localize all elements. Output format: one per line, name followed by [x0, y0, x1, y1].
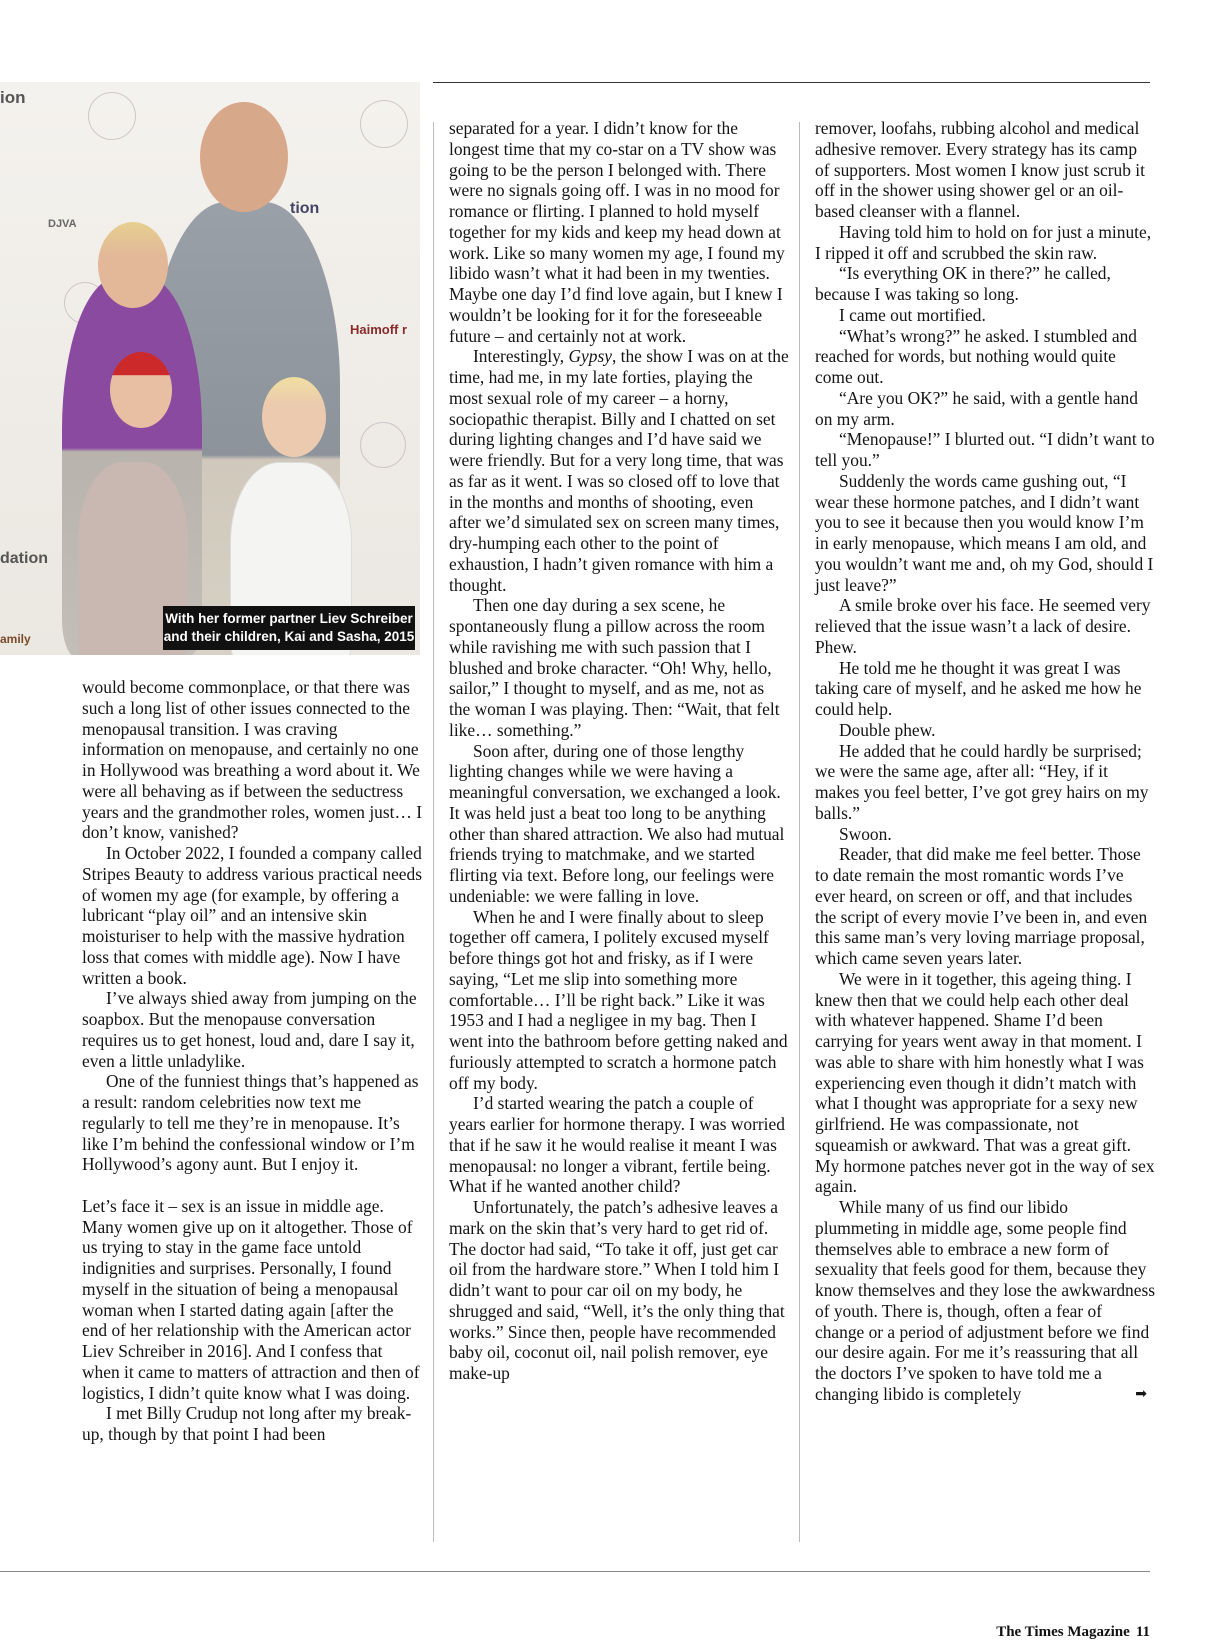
backdrop-text-1: ion [0, 88, 26, 107]
paragraph: While many of us find our libido plummeting in middle age, some people find themselves able to embrace a new form of sexuality that feels good for them, because they know themselves and they lose the awkwardness of youth. There is, though, often a fear of change or a period of adjustment before we find our desire again. For me it’s reassuring that all the doctors I’ve spoken to have told me a changing libido is completely ➡ [815, 1197, 1156, 1404]
paragraph: In October 2022, I founded a company called Stripes Beauty to address various practical needs of women my age (for example, by offering a lubricant “play oil” and an intensive skin moisturiser to help with the massive hydration loss that comes with middle age). Now I have written a book. [82, 843, 422, 988]
backdrop-text-4: Haimoff r [350, 322, 408, 337]
paragraph: I’ve always shied away from jumping on the soapbox. But the menopause conversation requires us to get honest, loud and, dare I say it, even a little unladylike. [82, 988, 417, 1071]
paragraph: I’d started wearing the patch a couple of years earlier for hormone therapy. I was worried that if he saw it he would realise it meant I was menopausal: no longer a vibrant, fertile being. What if he wanted another child? [449, 1093, 785, 1197]
paragraph: remover, loofahs, rubbing alcohol and medical adhesive remover. Every strategy has its camp of supporters. Most women I know just scrub it off in the shower using shower gel or an oil-based cleanser with a flannel. [815, 118, 1145, 221]
paragraph: When he and I were finally about to sleep together off camera, I politely excused myself before things got hot and frisky, as if I were saying, “Let me slip into something more comfortable… I’ll be right back.” Like it was 1953 and I had a negligee in my bag. Then I went into the bathroom before getting naked and furiously attempted to scratch a hormone patch off my body. [449, 906, 788, 1093]
backdrop-logo-icon [88, 92, 136, 140]
boy-head-left [110, 352, 172, 428]
backdrop-text-2: dation [0, 550, 48, 567]
paragraph: Reader, that did make me feel better. Those to date remain the most romantic words I’ve ever heard, on screen or off, and that includes the script of every movie I’ve been in, and even this same man’s very loving marriage proposal, which came seven years later. [815, 844, 1148, 968]
paragraph: “What’s wrong?” he asked. I stumbled and reached for words, but nothing would quite come out. [815, 325, 1137, 387]
continue-arrow-icon: ➡ [1135, 1385, 1147, 1402]
paragraph: Having told him to hold on for just a minute, I ripped it off and scrubbed the skin raw. [815, 221, 1152, 263]
paragraph: Interestingly, Gypsy, the show I was on at the time, had me, in my late forties, playing the most sexual role of my career – a horny, sociopathic therapist. Billy and I chatted on set during lighting changes and I’d have said we were friendly. But for a very long time, that was as far as it went. I was so closed off to love that in the months and months of shooting, even after we’d simulated sex on screen many times, dry-humping each other to the point of exhaustion, I hadn’t given romance with him a thought. [449, 346, 789, 595]
paragraph: Double phew. [839, 719, 936, 740]
paragraph: Unfortunately, the patch’s adhesive leaves a mark on the skin that’s very hard to get rid of. The doctor had said, “To take it off, just get car oil from the hardware store.” When I told him I didn’t want to pour car oil on my body, he shrugged and said, “Well, it’s the only thing that works.” Since then, people have recommended baby oil, coconut oil, nail polish remover, eye make-up [449, 1197, 785, 1383]
boy-head-right [262, 377, 326, 457]
article-photo [0, 82, 420, 655]
publication-name: The Times Magazine [996, 1624, 1130, 1640]
backdrop-logo-icon [360, 422, 406, 468]
paragraph: would become commonplace, or that there was such a long list of other issues connected to the menopausal transition. I was craving information on menopause, and certainly no one in Hollywood was breathing a word about it. We were all behaving as if between the seductress years and the grandmother roles, women just… I don’t know, vanished? [82, 677, 422, 843]
paragraph: Suddenly the words came gushing out, “I wear these hormone patches, and I didn’t want you to see it because then you would know I’m in early menopause, which means I am old, and you wouldn’t want me and, oh my God, should I just leave?” [815, 470, 1154, 595]
paragraph: A smile broke over his face. He seemed very relieved that the issue wasn’t a lack of desire. Phew. [815, 595, 1151, 657]
backdrop-text-6: DJVA [48, 218, 77, 230]
article-column-3 [815, 118, 1155, 1405]
paragraph: separated for a year. I didn’t know for the longest time that my co-star on a TV show was going to be the person I belonged with. There were no signals going off. I was in no mood for romance or flirting. I planned to hold myself together for my kids and keep my head down at work. Like so many women my age, I found my libido wasn’t what it had been in my twenties. Maybe one day I’d find love again, but I knew I wouldn’t be looking for it for the foreseeable future – and certainly not at work. [449, 118, 785, 346]
backdrop-logo-icon [360, 100, 408, 148]
article-column-2 [449, 118, 789, 1384]
paragraph: He added that he could hardly be surprised; we were the same age, after all: “Hey, if it makes you feel better, I’ve got grey hairs on my balls.” [815, 740, 1149, 823]
paragraph: “Are you OK?” he said, with a gentle hand on my arm. [815, 387, 1138, 429]
paragraph: I met Billy Crudup not long after my break-up, though by that point I had been [82, 1403, 412, 1444]
paragraph: He told me he thought it was great I was taking care of myself, and he asked me how he could help. [815, 657, 1142, 719]
paragraph: “Is everything OK in there?” he called, because I was taking so long. [815, 263, 1111, 304]
paragraph: Then one day during a sex scene, he spontaneously flung a pillow across the room while ravishing me with such passion that I blushed and broke character. “Oh! Why, hello, sailor,” I thought to myself, and as me, not as the woman I was playing. Then: “Wait, that felt like… something.” [449, 595, 780, 740]
bottom-rule [0, 1571, 1150, 1572]
top-rule [433, 82, 1150, 83]
column-divider [799, 122, 800, 1542]
paragraph: Let’s face it – sex is an issue in middle age. Many women give up on it altogether. Those of us trying to stay in the game face untold indignities and surprises. Personally, I found myself in the situation of being a menopausal woman when I started dating again [after the end of her relationship with the American actor Liev Schreiber in 2016]. And I confess that when it came to matters of attraction and then of logistics, I didn’t quite know what I was doing. [82, 1195, 420, 1403]
backdrop-text-5: tion [290, 200, 320, 217]
man-head [200, 102, 288, 212]
photo-caption: With her former partner Liev Schreiber and their children, Kai and Sasha, 2015 [163, 606, 415, 650]
paragraph: We were in it together, this ageing thing. I knew then that we could help each other deal with whatever happened. Shame I’d been carrying for years went away in that moment. I was able to share with him honestly what I was experiencing even though it didn’t match with what I thought was appropriate for a sexy new girlfriend. He was compassionate, not squeamish or awkward. That was a great gift. My hormone patches never got in the way of sex again. [815, 968, 1155, 1197]
page-number: 11 [1135, 1624, 1150, 1640]
paragraph: Soon after, during one of those lengthy lighting changes while we were having a meaningful conversation, we exchanged a look. It was held just a beat too long to be anything other than shared attraction. We also had mutual friends trying to matchmake, and we started flirting via text. Before long, our feelings were undeniable: we were falling in love. [449, 740, 785, 906]
woman-head [98, 222, 168, 308]
paragraph: I came out mortified. [839, 304, 986, 325]
backdrop-text-3: amily [0, 632, 31, 646]
page-footer [996, 1624, 1150, 1641]
column-divider [433, 122, 434, 1542]
paragraph: “Menopause!” I blurted out. “I didn’t want to tell you.” [815, 429, 1155, 470]
article-column-1 [82, 677, 422, 1445]
paragraph: One of the funniest things that’s happened as a result: random celebrities now text me regularly to tell me they’re in menopause. It’s like I’m behind the confessional window or I’m Hollywood’s agony aunt. But I enjoy it. [82, 1071, 419, 1175]
paragraph: Swoon. [839, 823, 892, 844]
